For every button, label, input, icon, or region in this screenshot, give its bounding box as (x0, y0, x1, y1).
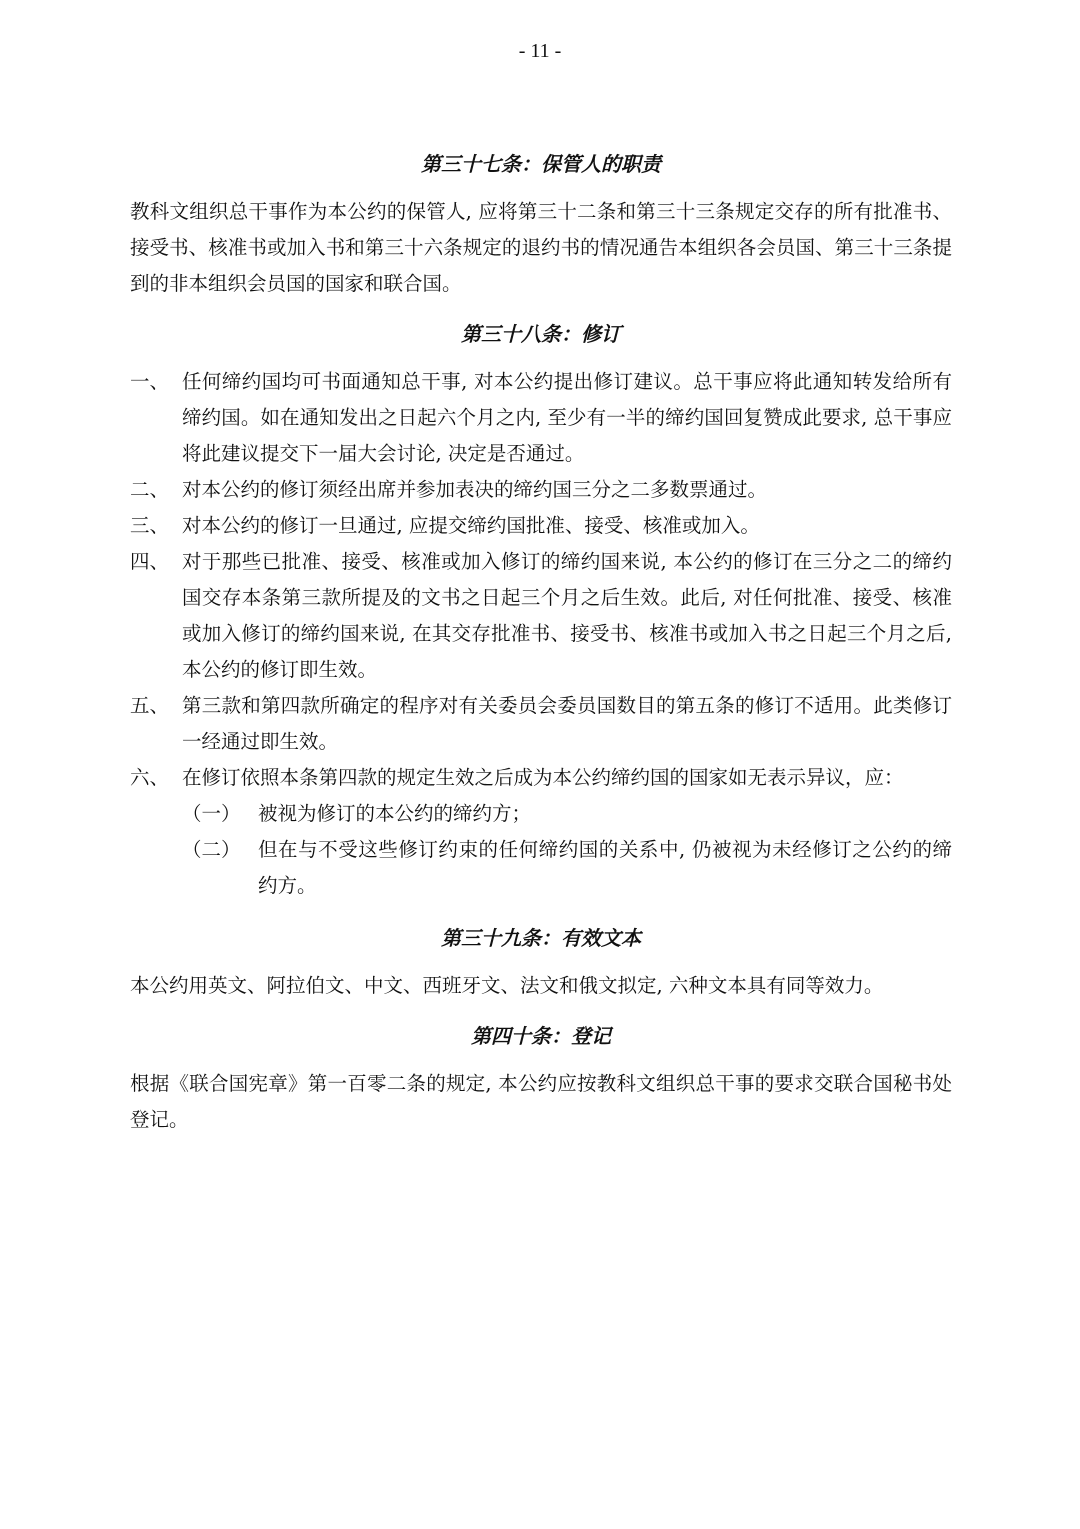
article-39-heading: 第三十九条：有效文本 (441, 926, 641, 950)
article-37-heading: 第三十七条：保管人的职责 (421, 152, 661, 176)
list-item-number: 三、 (130, 514, 170, 537)
list-item (130, 364, 952, 472)
sub-list-item (130, 832, 952, 904)
list-item-text: 第三款和第四款所确定的程序对有关委员会委员国数目的第五条的修订不适用。此类修订一经通过即生效。 (182, 694, 952, 753)
list-item-number: 二、 (130, 478, 170, 501)
list-item-text: 对本公约的修订须经出席并参加表决的缔约国三分之二多数票通过。 (182, 478, 768, 501)
sub-list-item-text: 但在与不受这些修订约束的任何缔约国的关系中, 仍被视为未经修订之公约的缔约方。 (258, 838, 952, 897)
list-item-number: 一、 (130, 370, 170, 393)
list-item-text: 任何缔约国均可书面通知总干事, 对本公约提出修订建议。总干事应将此通知转发给所有缔约国。如在通知发出之日起六个月之内, 至少有一半的缔约国回复赞成此要求, 总干事应将此建议提交下一届大会讨论, 决定是否通过。 (182, 370, 952, 465)
list-item-number: 六、 (130, 766, 170, 789)
page-number: - 11 - (518, 40, 562, 62)
article-40-body: 根据《联合国宪章》第一百零二条的规定, 本公约应按教科文组织总干事的要求交联合国秘书处登记。 (130, 1072, 952, 1131)
article-37-body: 教科文组织总干事作为本公约的保管人, 应将第三十二条和第三十三条规定交存的所有批准书、接受书、核准书或加入书和第三十六条规定的退约书的情况通告本组织各会员国、第三十三条提到的非本组织会员国的国家和联合国。 (130, 200, 952, 295)
list-item-text: 对本公约的修订一旦通过, 应提交缔约国批准、接受、核准或加入。 (182, 514, 760, 537)
list-item (130, 472, 952, 508)
list-item-number: 五、 (130, 694, 170, 717)
list-item (130, 760, 952, 796)
article-38-heading: 第三十八条：修订 (461, 322, 621, 346)
list-item (130, 688, 952, 760)
document-body (130, 146, 952, 1152)
article-39-body: 本公约用英文、阿拉伯文、中文、西班牙文、法文和俄文拟定, 六种文本具有同等效力。 (130, 974, 884, 997)
list-item (130, 508, 952, 544)
list-item (130, 544, 952, 688)
article-40-heading: 第四十条：登记 (471, 1024, 611, 1048)
list-item-text: 在修订依照本条第四款的规定生效之后成为本公约缔约国的国家如无表示异议，应： (182, 766, 904, 789)
sub-list-item-text: 被视为修订的本公约的缔约方； (258, 802, 532, 825)
sub-list-item (130, 796, 952, 832)
list-item-text: 对于那些已批准、接受、核准或加入修订的缔约国来说, 本公约的修订在三分之二的缔约国交存本条第三款所提及的文书之日起三个月之后生效。此后, 对任何批准、接受、核准或加入修订的缔约国来说, 在其交存批准书、接受书、核准书或加入书之日起三个月之后, 本公约的修订即生效。 (182, 550, 952, 681)
list-item-number: 四、 (130, 550, 170, 573)
sub-list-item-number: （一） (182, 802, 241, 825)
sub-list-item-number: （二） (182, 838, 241, 861)
